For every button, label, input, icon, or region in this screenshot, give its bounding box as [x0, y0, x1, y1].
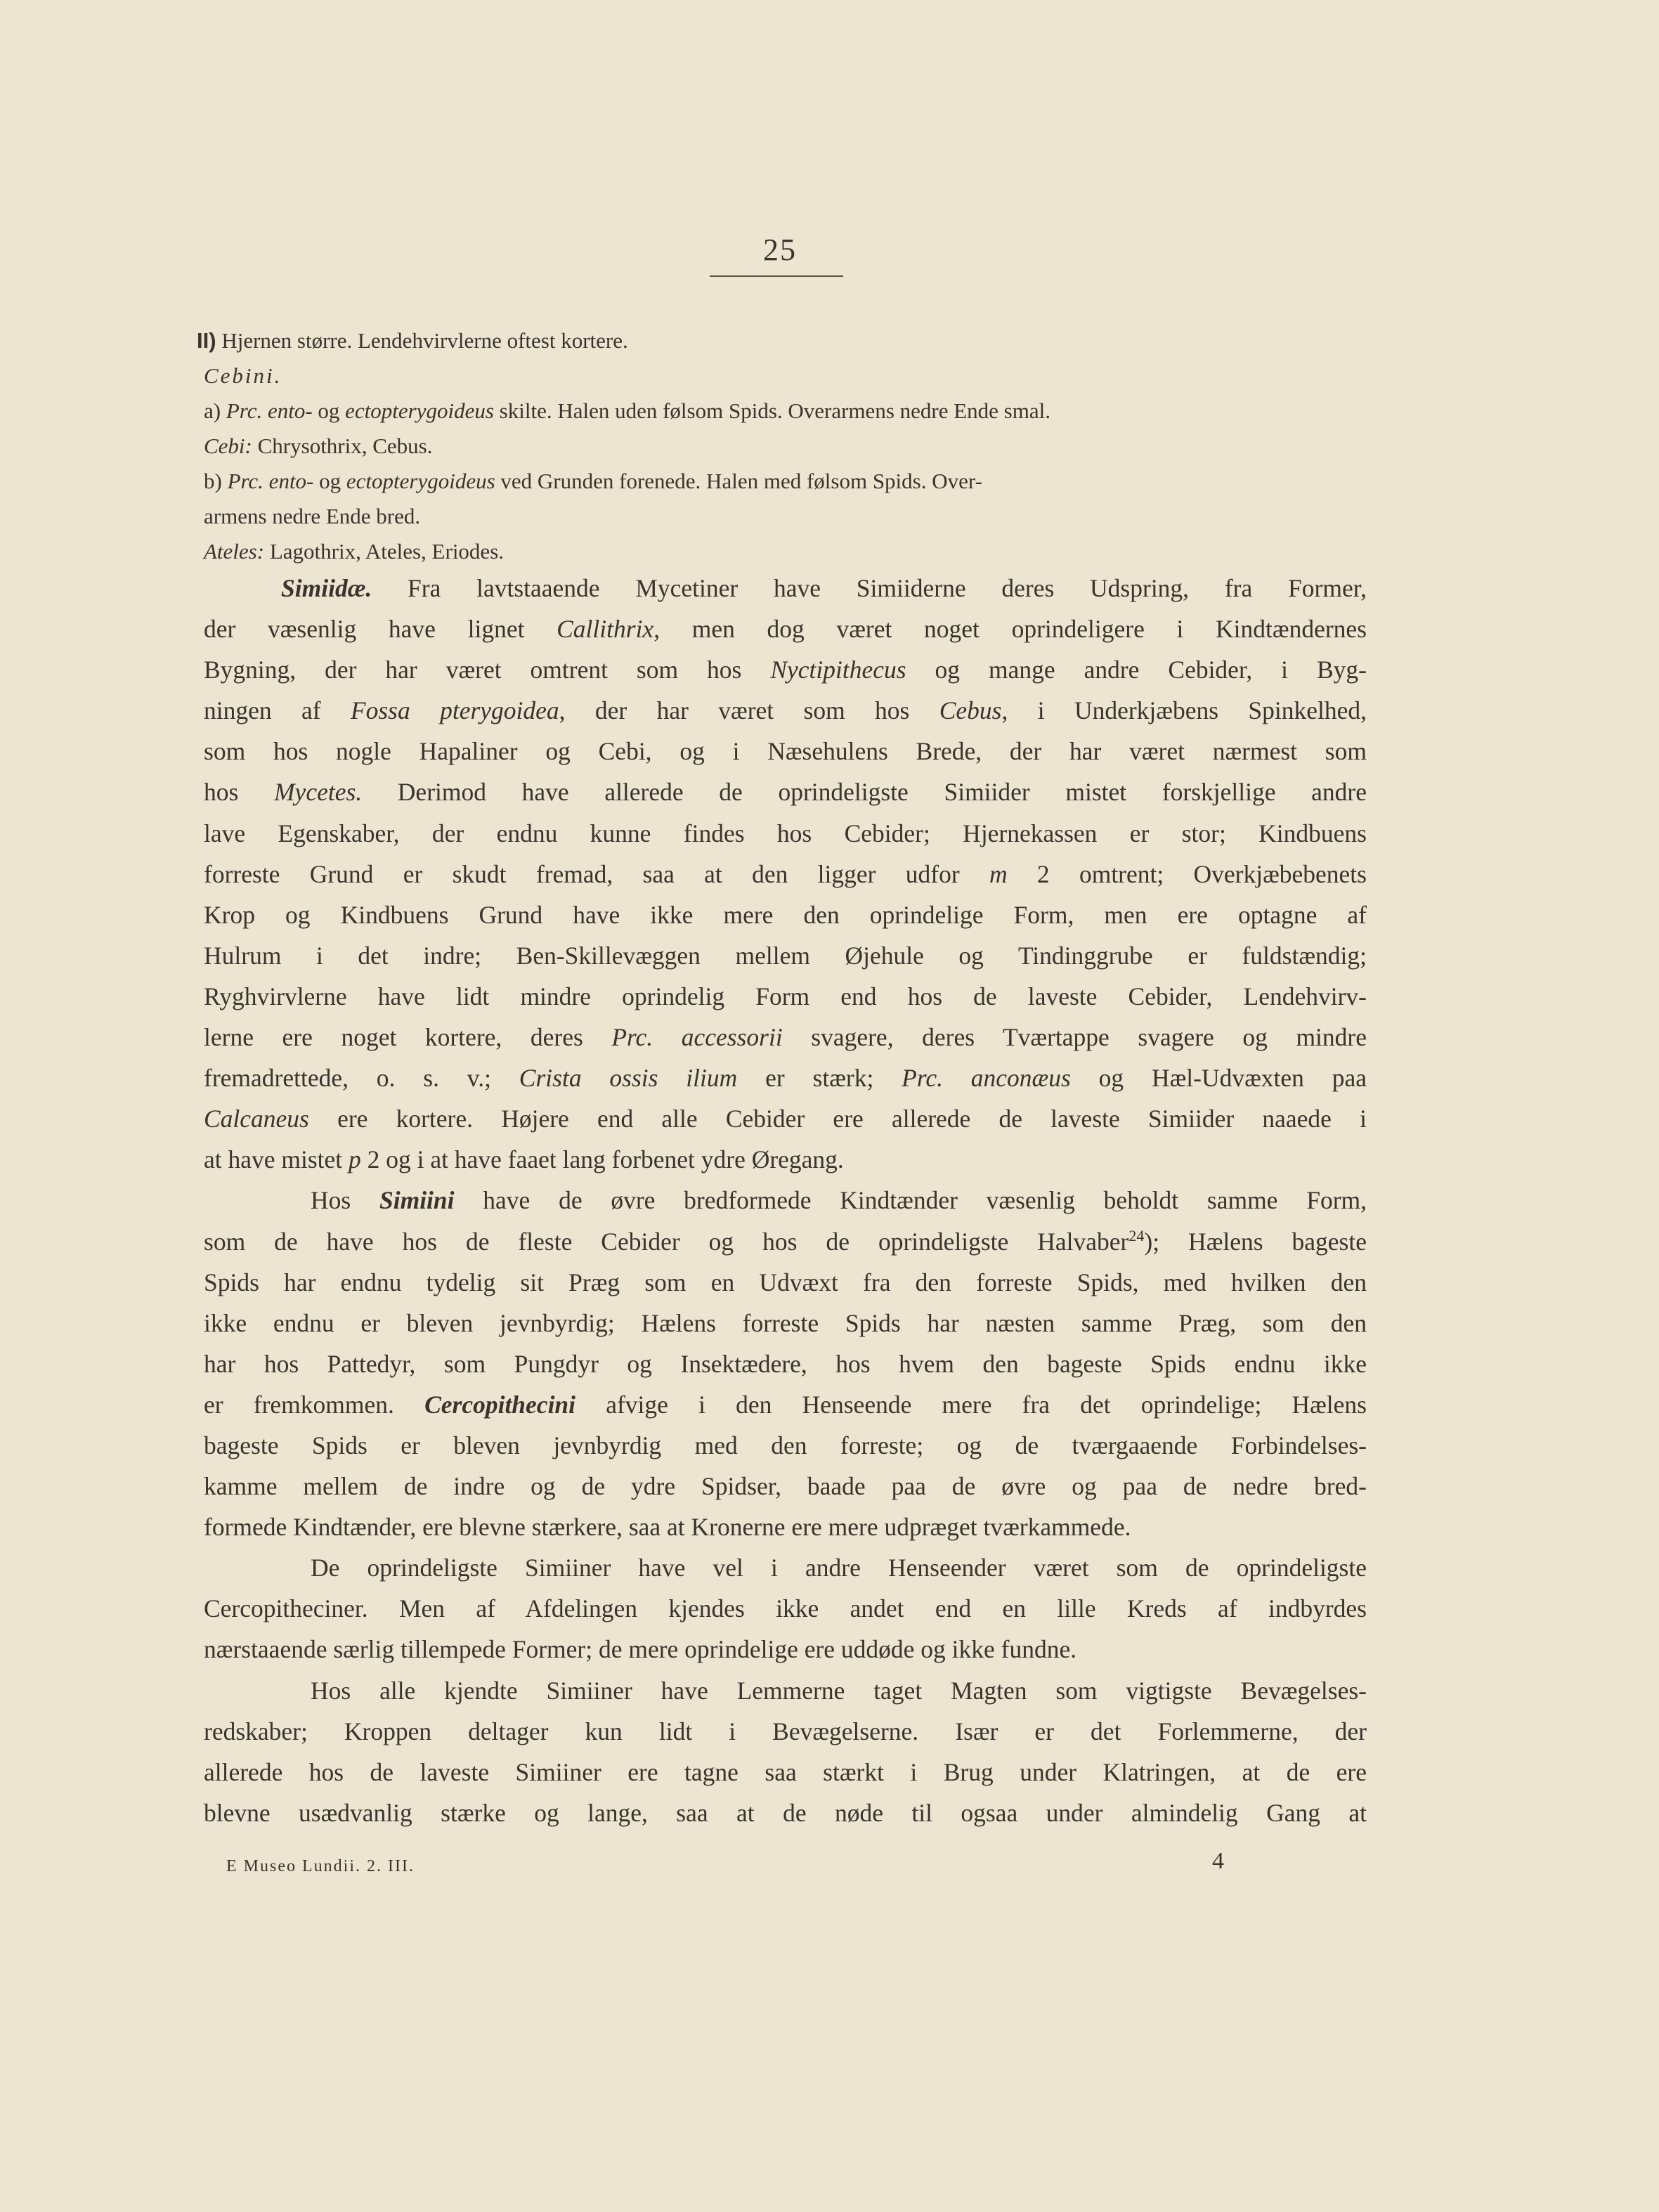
body-line: [204, 1221, 1367, 1262]
t: Prc. accessorii: [611, 1023, 783, 1052]
t: og Hæl-Udvæxten paa: [1070, 1064, 1367, 1093]
key-line-1: [197, 323, 1391, 358]
body-line: [204, 1139, 1367, 1180]
body-line: redskaber; Kroppen deltager kun lidt i Bevægelserne. Især er det Forlemmerne, der: [204, 1717, 1367, 1745]
t: Cebus: [939, 696, 1002, 725]
t: m: [989, 859, 1008, 888]
page-number: 25: [763, 233, 797, 267]
t: Cercopithecini: [424, 1390, 576, 1419]
footnote-ref: 24: [1128, 1226, 1145, 1244]
t: svagere, deres Tværtappe svagere og mindre: [782, 1023, 1367, 1052]
t: Nyctipithecus: [770, 656, 906, 684]
body-line: bageste Spids er bleven jevnbyrdig med den forreste; og de tværgaaende Forbindelses-: [204, 1431, 1367, 1459]
key-a-group: Cebi:: [204, 434, 252, 458]
body-line: [204, 854, 1367, 894]
classification-key: [197, 323, 1391, 569]
t: er stærk;: [737, 1064, 902, 1093]
key-a-genera-text: Chrysothrix, Cebus.: [252, 434, 433, 458]
body-line: nærstaaende særlig tillempede Former; de mere oprindelige ere uddøde og ikke fundne.: [204, 1635, 1077, 1664]
body-line: formede Kindtænder, ere blevne stærkere, saa at Kronerne ere mere udpræget tværkammede.: [204, 1513, 1131, 1542]
t: Mycetes.: [273, 778, 363, 807]
key-a: [204, 393, 1391, 429]
body-line: ikke endnu er bleven jevnbyrdig; Hælens forreste Spids har næsten samme Præg, som den: [204, 1308, 1367, 1337]
key-b-t2: og: [313, 469, 346, 493]
key-group: [204, 358, 1391, 393]
group-name: Cebini.: [204, 363, 282, 388]
t: ere kortere. Højere end alle Cebider ere allerede de laveste Simiider naaede i: [308, 1105, 1367, 1133]
key-b-t4: ved Grunden forenede. Halen med følsom Spids. Over-: [495, 469, 982, 493]
t: have de øvre bredformede Kindtænder væsenlig beholdt samme Form,: [454, 1186, 1367, 1215]
body-line: Spids har endnu tydelig sit Præg som en Udvæxt fra den forreste Spids, med hvilken den: [204, 1268, 1367, 1296]
footer-source: E Museo Lundii. 2. III.: [226, 1857, 415, 1875]
t: , men dog været noget oprindeligere i Kindtændernes: [653, 615, 1367, 644]
t: , der har været som hos: [559, 696, 939, 725]
key-b-cont: armens nedre Ende bred.: [204, 504, 421, 528]
t: Callithrix: [557, 615, 654, 644]
body-line: Ryghvirvlerne have lidt mindre oprindelig Form end hos de laveste Cebider, Lendehvirv-: [204, 982, 1367, 1010]
t: , i Underkjæbens Spinkelhed,: [1001, 696, 1367, 725]
key-a-label: a): [204, 398, 221, 423]
key-b-genera-text: Lagothrix, Ateles, Eriodes.: [264, 539, 505, 564]
t: ningen af: [204, 696, 351, 725]
body-line: som hos nogle Hapaliner og Cebi, og i Næsehulens Brede, der har været nærmest som: [204, 737, 1367, 766]
key-a-t4: skilte. Halen uden følsom Spids. Overarmens nedre Ende smal.: [493, 398, 1050, 423]
body-line: [204, 772, 1367, 812]
t: Fossa pterygoidea: [350, 696, 559, 725]
footer-signature: 4: [1212, 1848, 1224, 1874]
key-b-label: b): [204, 469, 222, 493]
key-a-t3: ectopterygoideus: [345, 398, 494, 423]
body-line: [204, 1180, 1367, 1221]
t: der væsenlig have lignet: [204, 615, 557, 644]
t: Hos: [311, 1186, 379, 1215]
t: og mange andre Cebider, i Byg-: [906, 656, 1367, 684]
body-line: Hos alle kjendte Simiiner have Lemmerne taget Magten som vigtigste Bevægelses-: [311, 1676, 1367, 1705]
body-line: blevne usædvanlig stærke og lange, saa at de nøde til ogsaa under almindelig Gang at: [204, 1798, 1367, 1827]
t: Calcaneus: [204, 1105, 309, 1133]
t: Crista ossis ilium: [519, 1064, 738, 1093]
key-b-genera: [204, 534, 1391, 569]
key-b-group: Ateles:: [204, 539, 265, 564]
body-line: [204, 649, 1367, 690]
key-a-t1: Prc. ento-: [226, 398, 313, 423]
key-b-t3: ectopterygoideus: [346, 469, 495, 493]
t: fremadrettede, o. s. v.;: [204, 1064, 519, 1093]
t: afvige i den Henseende mere fra det oprindelige; Hælens: [575, 1390, 1367, 1419]
t: Simiini: [379, 1186, 455, 1215]
body-line: [204, 1058, 1367, 1098]
body-line: [204, 1384, 1367, 1425]
body-line: [204, 1098, 1367, 1139]
body-line: [204, 609, 1367, 649]
page-number-rule: [710, 275, 843, 277]
t: som de have hos de fleste Cebider og hos de oprindeligste Halvaber: [204, 1227, 1129, 1256]
t: lerne ere noget kortere, deres: [204, 1023, 612, 1052]
t: er fremkommen.: [204, 1390, 425, 1419]
key-marker: II): [197, 328, 216, 353]
t: forreste Grund er skudt fremad, saa at den ligger udfor: [204, 859, 989, 888]
key-a-genera: [204, 429, 1391, 464]
body-line: kamme mellem de indre og de ydre Spidser, baade paa de øvre og paa de nedre bred-: [204, 1472, 1367, 1501]
body-line: [204, 690, 1367, 731]
t: at have mistet: [204, 1145, 349, 1174]
body-text: [204, 568, 1367, 1833]
key-b-t1: Prc. ento-: [227, 469, 314, 493]
t: Derimod have allerede de oprindeligste Simiider mistet forskjellige andre: [362, 778, 1367, 807]
body-line: [204, 568, 1367, 609]
key-a-t2: og: [312, 398, 346, 423]
t: 2 omtrent; Overkjæbebenets: [1007, 859, 1367, 888]
t: Fra lavtstaaende Mycetiner have Simiiderne deres Udspring, fra Former,: [372, 574, 1367, 602]
key-text: Hjernen større. Lendehvirvlerne oftest kortere.: [221, 328, 628, 353]
body-line: Cercopitheciner. Men af Afdelingen kjendes ikke andet end en lille Kreds af indbyrdes: [204, 1594, 1367, 1623]
body-line: De oprindeligste Simiiner have vel i andre Henseender været som de oprindeligste: [311, 1554, 1367, 1582]
t: Prc. anconæus: [902, 1064, 1071, 1093]
t: Bygning, der har været omtrent som hos: [204, 656, 771, 684]
t: hos: [204, 778, 274, 807]
body-line: Hulrum i det indre; Ben-Skillevæggen mellem Øjehule og Tindinggrube er fuldstændig;: [204, 941, 1367, 970]
body-line: har hos Pattedyr, som Pungdyr og Insektædere, hos hvem den bageste Spids endnu ikke: [204, 1349, 1367, 1378]
body-line: lave Egenskaber, der endnu kunne findes hos Cebider; Hjernekassen er stor; Kindbuens: [204, 819, 1367, 847]
key-b: [204, 464, 1391, 499]
t: p: [349, 1145, 361, 1174]
body-line: [204, 1017, 1367, 1058]
t: 2 og i at have faaet lang forbenet ydre Øregang.: [360, 1145, 844, 1174]
body-line: allerede hos de laveste Simiiner ere tagne saa stærkt i Brug under Klatringen, at de ere: [204, 1757, 1367, 1786]
section-title: Simiidæ.: [281, 574, 372, 602]
t: ); Hælens bageste: [1144, 1227, 1367, 1256]
body-line: Krop og Kindbuens Grund have ikke mere den oprindelige Form, men ere optagne af: [204, 900, 1367, 929]
